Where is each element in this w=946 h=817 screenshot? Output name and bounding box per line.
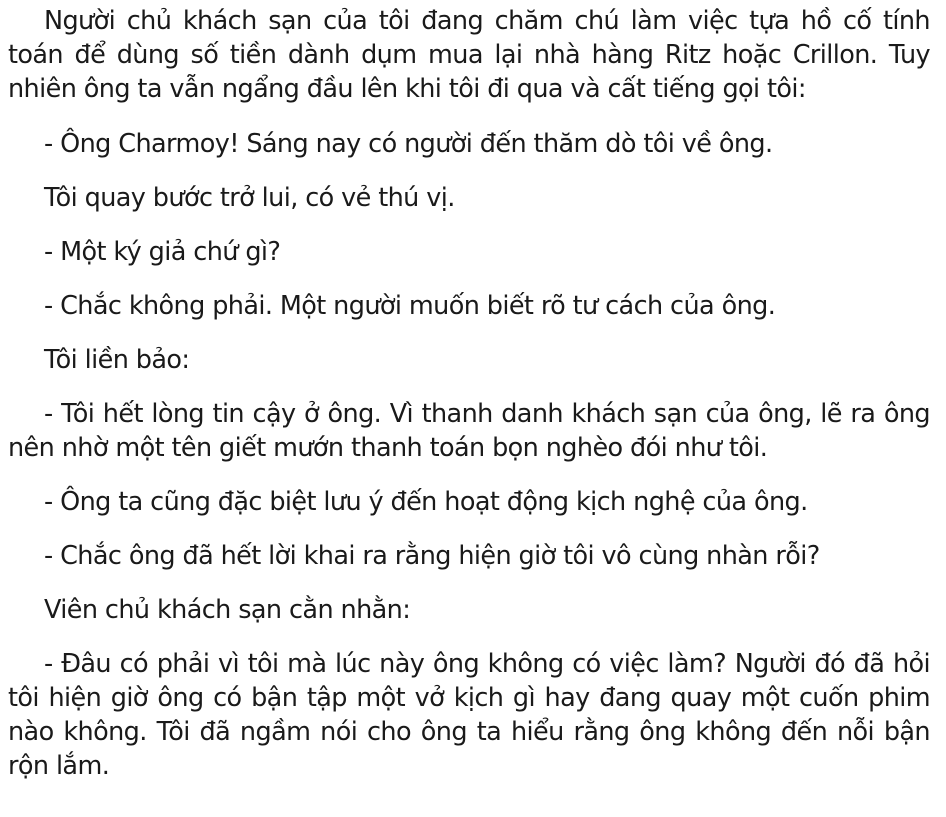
- paragraph: Tôi liền bảo:: [44, 345, 190, 375]
- paragraph: - Ông Charmoy! Sáng nay có người đến thăm dò tôi về ông.: [44, 129, 773, 159]
- document-page: [8, 0, 930, 799]
- paragraph: - Chắc ông đã hết lời khai ra rằng hiện giờ tôi vô cùng nhàn rỗi?: [44, 541, 820, 571]
- paragraph: - Chắc không phải. Một người muốn biết rõ tư cách của ông.: [44, 291, 776, 321]
- paragraph: Viên chủ khách sạn cằn nhằn:: [44, 595, 411, 625]
- paragraph: - Tôi hết lòng tin cậy ở ông. Vì thanh danh khách sạn của ông, lẽ ra ông nên nhờ một tên giết mướn thanh toán bọn nghèo đói như tôi.: [8, 399, 930, 463]
- paragraph: - Một ký giả chứ gì?: [44, 237, 281, 267]
- paragraph: - Ông ta cũng đặc biệt lưu ý đến hoạt động kịch nghệ của ông.: [44, 487, 808, 517]
- paragraph: - Đâu có phải vì tôi mà lúc này ông không có việc làm? Người đó đã hỏi tôi hiện giờ ông có bận tập một vở kịch gì hay đang quay một cuốn phim nào không. Tôi đã ngầm nói cho ông ta hiểu rằng ông không đến nỗi bận rộn lắm.: [8, 649, 930, 781]
- paragraph: Người chủ khách sạn của tôi đang chăm chú làm việc tựa hồ cố tính toán để dùng số tiền dành dụm mua lại nhà hàng Ritz hoặc Crillon. Tuy nhiên ông ta vẫn ngẩng đầu lên khi tôi đi qua và cất tiếng gọi tôi:: [8, 6, 930, 104]
- paragraph: Tôi quay bước trở lui, có vẻ thú vị.: [44, 183, 455, 213]
